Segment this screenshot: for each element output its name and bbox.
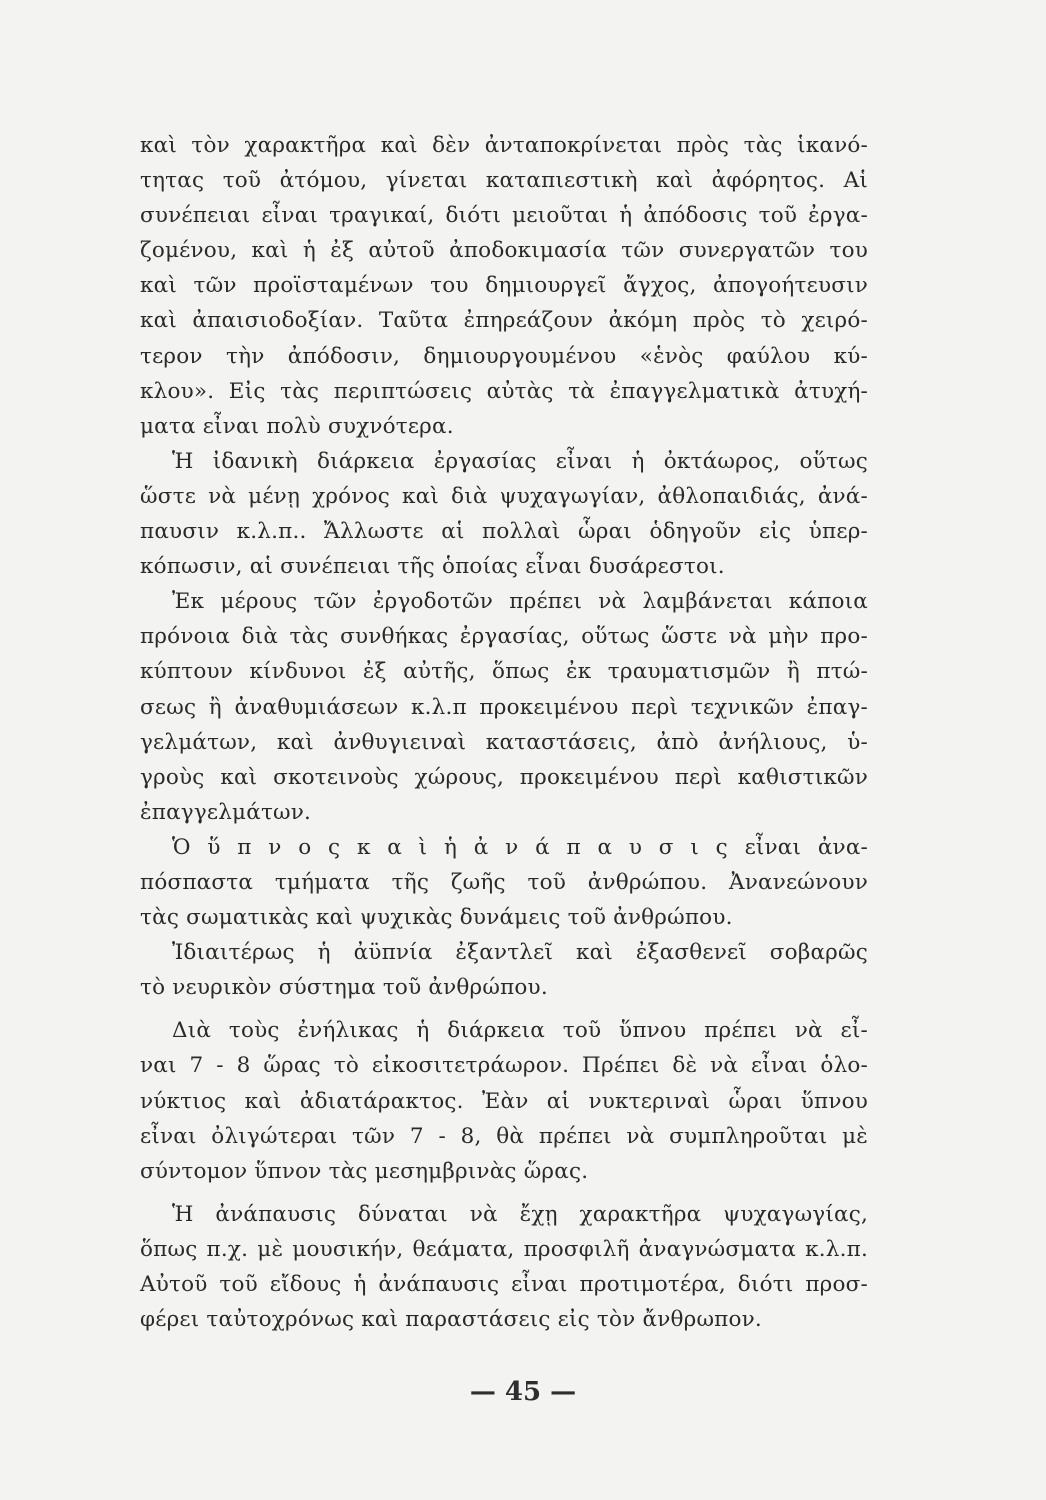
text-line: παυσιν κ.λ.π.. Ἄλλωστε αἱ πολλαὶ ὧραι ὁδηγοῦν εἰς ὑπερ-	[140, 519, 868, 545]
text-line: νύκτιος καὶ ἀδιατάρακτος. Ἐὰν αἱ νυκτεριναὶ ὧραι ὕπνου	[140, 1088, 868, 1114]
text-line: ὅπως π.χ. μὲ μουσικήν, θεάματα, προσφιλῆ ἀναγνώσματα κ.λ.π.	[140, 1236, 868, 1262]
text-line: κλου». Εἰς τὰς περιπτώσεις αὐτὰς τὰ ἐπαγγελματικὰ ἀτυχή-	[140, 378, 868, 404]
text-line: Ἡ ἰδανικὴ διάρκεια ἐργασίας εἶναι ἡ ὀκτάωρος, οὕτως	[172, 448, 868, 474]
text-line: καὶ τὸν χαρακτῆρα καὶ δὲν ἀνταποκρίνεται πρὸς τὰς ἱκανό-	[140, 133, 868, 158]
text-line: ζομένου, καὶ ἡ ἐξ αὐτοῦ ἀποδοκιμασία τῶν συνεργατῶν του	[140, 238, 868, 264]
text-line: Ἐκ μέρους τῶν ἐργοδοτῶν πρέπει νὰ λαμβάνεται κάποια	[172, 589, 868, 615]
text-line: κόπωσιν, αἱ συνέπειαι τῆς ὁποίας εἶναι δυσάρεστοι.	[140, 554, 725, 580]
text-line: σύντομον ὕπνον τὰς μεσημβρινὰς ὥρας.	[140, 1158, 589, 1184]
text-line: τητας τοῦ ἀτόμου, γίνεται καταπιεστικὴ καὶ ἀφόρητος. Αἱ	[140, 168, 868, 194]
text-line: τὸ νευρικὸν σύστημα τοῦ ἀνθρώπου.	[140, 975, 548, 1001]
text-line: τὰς σωματικὰς καὶ ψυχικὰς δυνάμεις τοῦ ἀνθρώπου.	[140, 905, 733, 931]
page-number: — 45 —	[469, 1377, 577, 1407]
text-line: καὶ ἀπαισιοδοξίαν. Ταῦτα ἐπηρεάζουν ἀκόμη πρὸς τὸ χειρό-	[140, 308, 868, 334]
page-body	[140, 128, 868, 1337]
text-line: σεως ἢ ἀναθυμιάσεων κ.λ.π προκειμένου περὶ τεχνικῶν ἐπαγ-	[140, 694, 868, 720]
text-line: Ἰδιαιτέρως ἡ ἀϋπνία ἐξαντλεῖ καὶ ἐξασθενεῖ σοβαρῶς	[172, 940, 868, 966]
text-line: γροὺς καὶ σκοτεινοὺς χώρους, προκειμένου περὶ καθιστικῶν	[140, 764, 868, 790]
text-line: Ἡ ἀνάπαυσις δύναται νὰ ἔχῃ χαρακτῆρα ψυχαγωγίας,	[172, 1201, 868, 1227]
paragraph-2	[140, 444, 868, 584]
text-line: ματα εἶναι πολὺ συχνότερα.	[140, 413, 454, 439]
paragraph-7	[140, 1197, 868, 1337]
text-line: Αὐτοῦ τοῦ εἴδους ἡ ἀνάπαυσις εἶναι προτιμοτέρα, διότι προσ-	[140, 1272, 868, 1297]
text-line: πρόνοια διὰ τὰς συνθήκας ἐργασίας, οὕτως ὥστε νὰ μὴν προ-	[140, 624, 868, 650]
text-line: κύπτουν κίνδυνοι ἐξ αὐτῆς, ὅπως ἐκ τραυματισμῶν ἢ πτώ-	[140, 659, 868, 685]
text-line: συνέπειαι εἶναι τραγικαί, διότι μειοῦται ἡ ἀπόδοσις τοῦ ἐργα-	[140, 203, 868, 229]
text-line: εἶναι ὀλιγώτεραι τῶν 7 - 8, θὰ πρέπει νὰ συμπληροῦται μὲ	[140, 1123, 868, 1149]
text-line: πόσπαστα τμήματα τῆς ζωῆς τοῦ ἀνθρώπου. Ἀνανεώνουν	[140, 869, 868, 895]
paragraph-4	[140, 830, 868, 935]
text-line: Διὰ τοὺς ἐνήλικας ἡ διάρκεια τοῦ ὕπνου πρέπει νὰ εἶ-	[172, 1018, 868, 1044]
text-line: γελμάτων, καὶ ἀνθυγιειναὶ καταστάσεις, ἀπὸ ἀνήλιους, ὑ-	[140, 729, 868, 755]
text-line: φέρει ταὐτοχρόνως καὶ παραστάσεις εἰς τὸν ἄνθρωπον.	[140, 1307, 762, 1333]
paragraph-1	[140, 128, 868, 444]
text-line: ναι 7 - 8 ὥρας τὸ εἰκοσιτετράωρον. Πρέπει δὲ νὰ εἶναι ὁλο-	[140, 1053, 868, 1079]
text-line: ἐπαγγελμάτων.	[140, 799, 312, 825]
text-line: τερον τὴν ἀπόδοσιν, δημιουργουμένου «ἑνὸς φαύλου κύ-	[140, 343, 868, 369]
paragraph-5	[140, 935, 868, 1005]
paragraph-6	[140, 1013, 868, 1188]
paragraph-3	[140, 584, 868, 830]
text-line: Ὁ ὕ π ν ο ς κ α ὶ ἡ ἀ ν ά π α υ σ ι ς εἶναι ἀνα-	[172, 834, 868, 860]
text-line: ὥστε νὰ μένῃ χρόνος καὶ διὰ ψυχαγωγίαν, ἀθλοπαιδιάς, ἀνά-	[140, 483, 868, 509]
text-line: καὶ τῶν προϊσταμένων του δημιουργεῖ ἄγχος, ἀπογοήτευσιν	[140, 273, 868, 299]
